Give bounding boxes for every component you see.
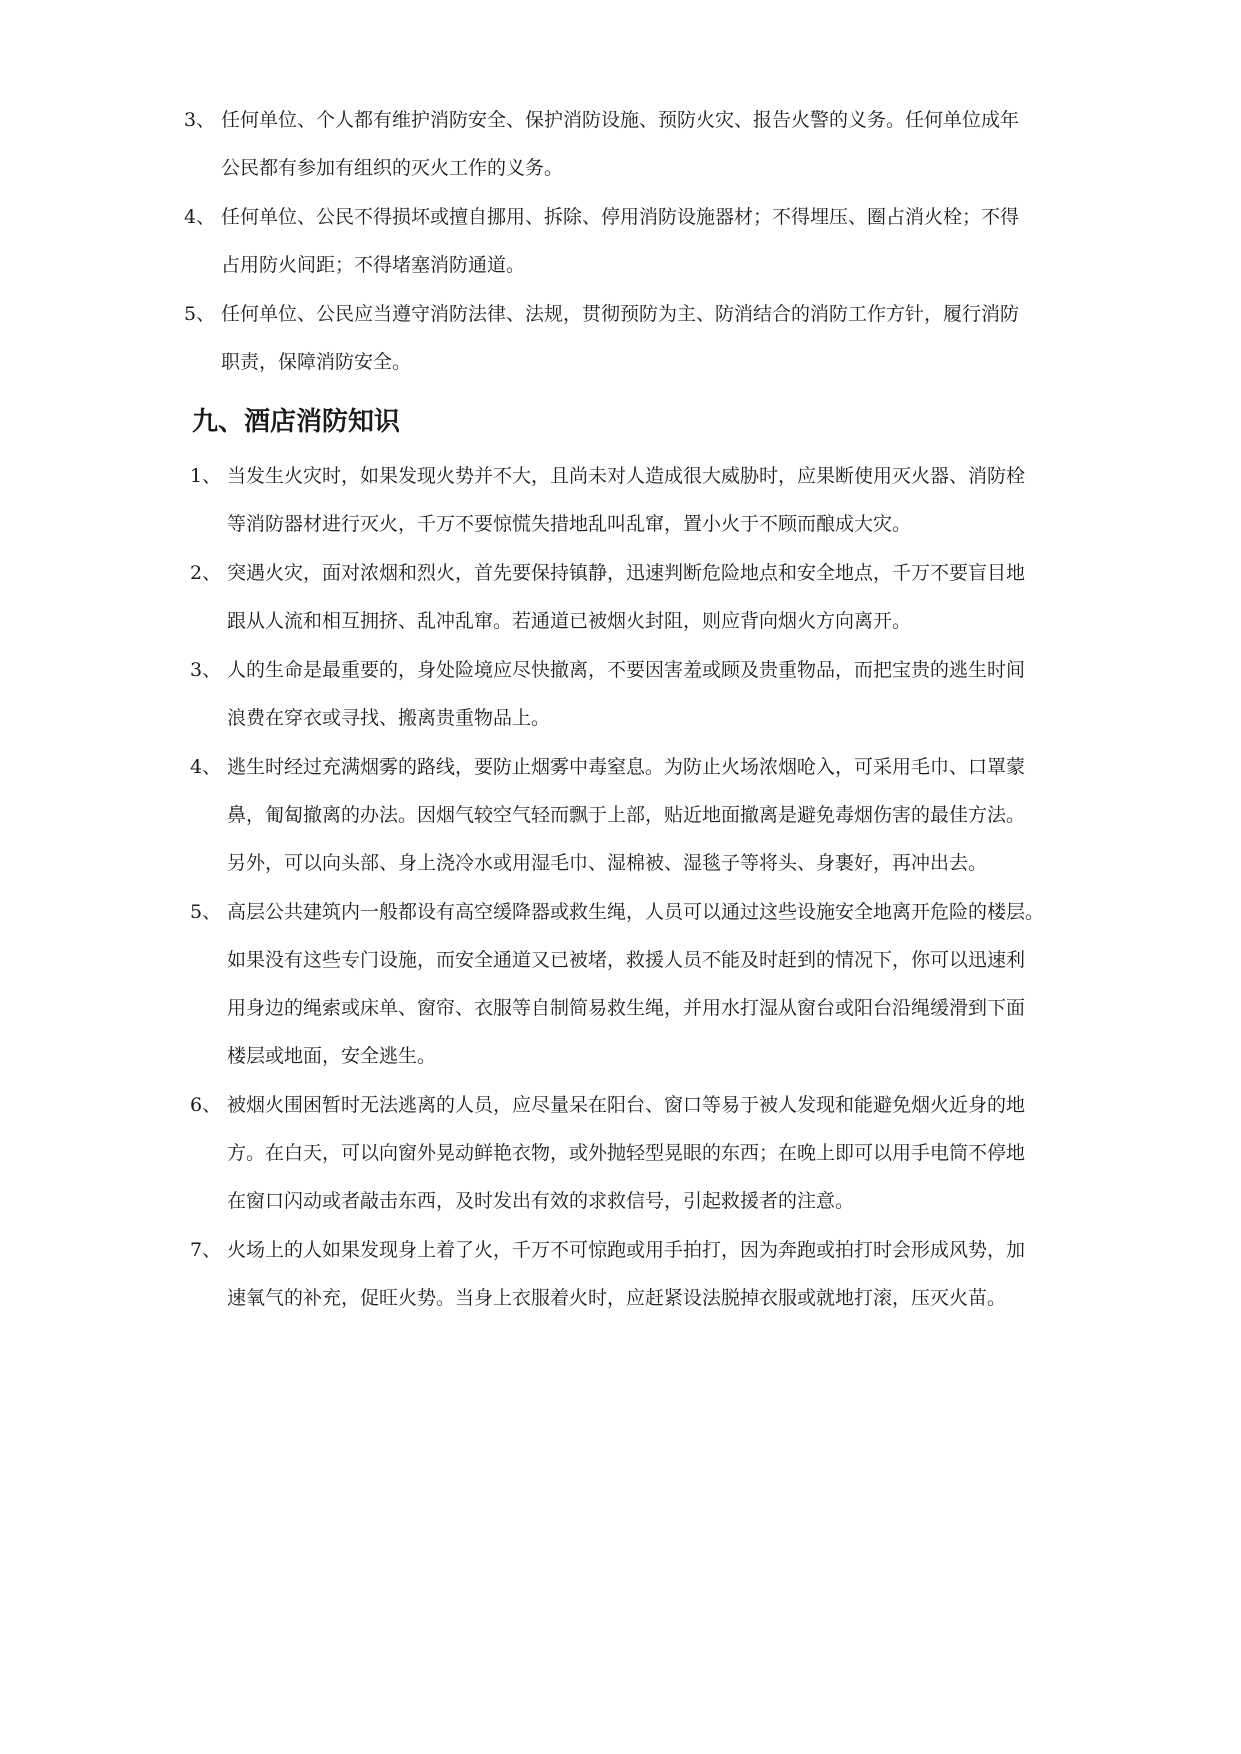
list-item (184, 193, 1134, 289)
item-line: 被烟火围困暂时无法逃离的人员，应尽量呆在阳台、窗口等易于被人发现和能避免烟火近身的地 (227, 1094, 1026, 1116)
item-line: 速氧气的补充，促旺火势。当身上衣服着火时，应赶紧设法脱掉衣服或就地打滚，压灭火苗。 (227, 1287, 1007, 1309)
item-line: 浪费在穿衣或寻找、搬离贵重物品上。 (227, 707, 551, 729)
item-line: 等消防器材进行灭火，千万不要惊慌失措地乱叫乱窜，置小火于不顾而酿成大灾。 (227, 513, 912, 535)
item-line: 跟从人流和相互拥挤、乱冲乱窜。若通道已被烟火封阻，则应背向烟火方向离开。 (227, 610, 912, 632)
item-number: 2、 (190, 562, 222, 584)
list-item (190, 452, 1140, 548)
item-number: 7、 (190, 1239, 222, 1261)
item-line: 逃生时经过充满烟雾的路线，要防止烟雾中毒窒息。为防止火场浓烟呛入，可采用毛巾、口罩蒙 (227, 756, 1026, 778)
item-text (221, 96, 1134, 192)
list-item (190, 1081, 1140, 1225)
item-line: 鼻，匍匐撤离的办法。因烟气较空气轻而飘于上部，贴近地面撤离是避免毒烟伤害的最佳方法。 (227, 804, 1026, 826)
section-heading: 九、酒店消防知识 (192, 407, 401, 437)
item-line: 任何单位、个人都有维护消防安全、保护消防设施、预防火灾、报告火警的义务。任何单位成年 (221, 109, 1020, 131)
list-item (184, 290, 1134, 386)
list-item (190, 549, 1140, 645)
list-item (190, 646, 1140, 742)
item-line: 突遇火灾，面对浓烟和烈火，首先要保持镇静，迅速判断危险地点和安全地点，千万不要盲目地 (227, 562, 1026, 584)
item-line: 人的生命是最重要的，身处险境应尽快撤离，不要因害羞或顾及贵重物品，而把宝贵的逃生时间 (227, 659, 1026, 681)
item-line: 楼层或地面，安全逃生。 (227, 1045, 437, 1067)
item-line: 高层公共建筑内一般都设有高空缓降器或救生绳，人员可以通过这些设施安全地离开危险的楼层。 (227, 901, 1045, 923)
item-line: 用身边的绳索或床单、窗帘、衣服等自制简易救生绳，并用水打湿从窗台或阳台沿绳缓滑到下面 (227, 997, 1026, 1019)
item-line: 占用防火间距；不得堵塞消防通道。 (221, 254, 526, 276)
list-item (184, 96, 1134, 192)
item-text (227, 743, 1140, 887)
item-text (227, 888, 1140, 1080)
item-number: 4、 (184, 206, 216, 228)
item-number: 5、 (184, 303, 216, 325)
item-line: 职责，保障消防安全。 (221, 351, 412, 373)
item-number: 3、 (190, 659, 222, 681)
item-line: 在窗口闪动或者敲击东西，及时发出有效的求救信号，引起救援者的注意。 (227, 1190, 855, 1212)
item-text (221, 193, 1134, 289)
item-text (227, 549, 1140, 645)
item-text (227, 1226, 1140, 1322)
item-line: 火场上的人如果发现身上着了火，千万不可惊跑或用手拍打，因为奔跑或拍打时会形成风势，加 (227, 1239, 1026, 1261)
item-line: 方。在白天，可以向窗外晃动鲜艳衣物，或外抛轻型晃眼的东西；在晚上即可以用手电筒不停地 (227, 1142, 1026, 1164)
item-number: 6、 (190, 1094, 222, 1116)
item-line: 任何单位、公民不得损坏或擅自挪用、拆除、停用消防设施器材；不得埋压、圈占消火栓；不得 (221, 206, 1020, 228)
item-number: 5、 (190, 901, 222, 923)
list-item (190, 743, 1140, 887)
item-line: 任何单位、公民应当遵守消防法律、法规，贯彻预防为主、防消结合的消防工作方针，履行消防 (221, 303, 1020, 325)
item-text (221, 290, 1134, 386)
list-item (190, 888, 1140, 1080)
item-number: 1、 (190, 465, 222, 487)
item-number: 4、 (190, 756, 222, 778)
item-number: 3、 (184, 109, 216, 131)
item-line: 当发生火灾时，如果发现火势并不大，且尚未对人造成很大威胁时，应果断使用灭火器、消防栓 (227, 465, 1026, 487)
item-text (227, 1081, 1140, 1225)
item-line: 如果没有这些专门设施，而安全通道又已被堵，救援人员不能及时赶到的情况下，你可以迅速利 (227, 949, 1026, 971)
list-item (190, 1226, 1140, 1322)
item-line: 另外，可以向头部、身上浇冷水或用湿毛巾、湿棉被、湿毯子等将头、身裹好，再冲出去。 (227, 852, 988, 874)
item-text (227, 646, 1140, 742)
item-text (227, 452, 1140, 548)
item-line: 公民都有参加有组织的灭火工作的义务。 (221, 157, 564, 179)
